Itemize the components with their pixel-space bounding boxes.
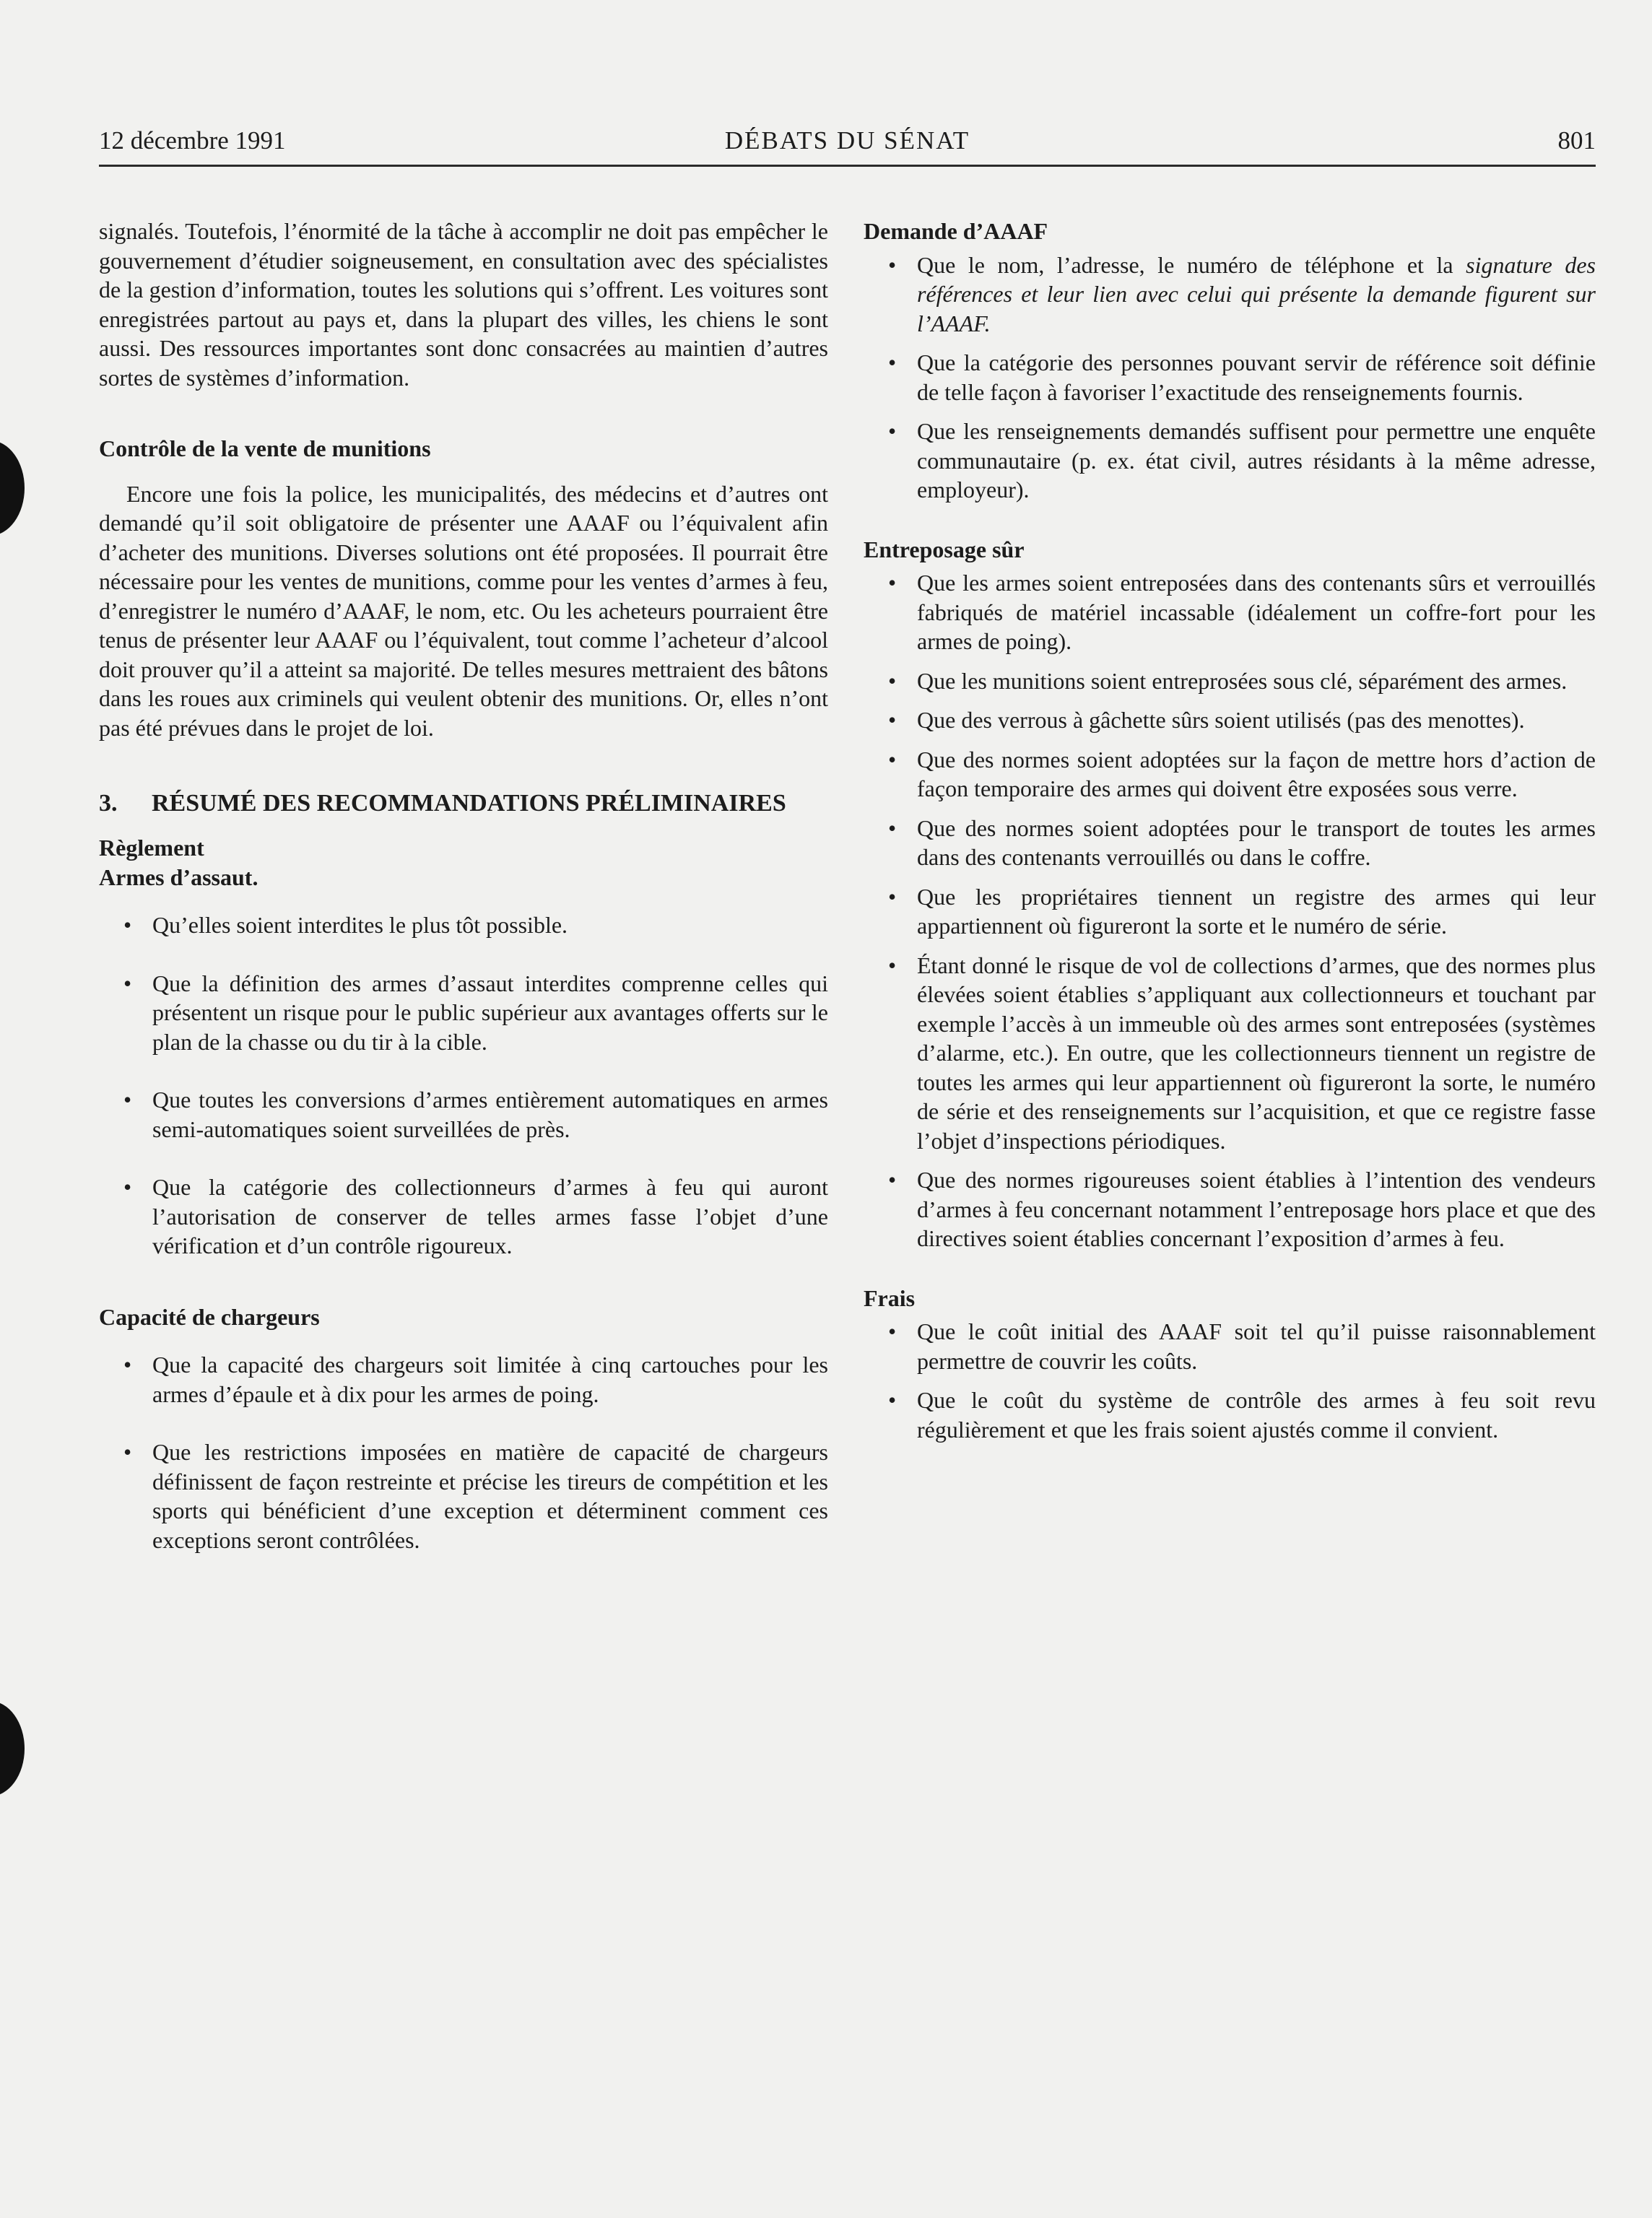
list-item: • Que le coût du système de contrôle des armes à feu soit revu régulièrement et que les frais soient ajustés comme il convient. bbox=[888, 1387, 1596, 1443]
page-number: 801 bbox=[1557, 126, 1596, 155]
faac-heading: Demande d’AAAF bbox=[864, 218, 1048, 244]
right-column bbox=[864, 217, 1596, 1444]
list-item: • Que la définition des armes d’assaut interdites comprenne celles qui présentent un risque pour le public supérieur aux avantages offerts sur le plan de la chasse ou du tir à la cible. bbox=[123, 970, 828, 1055]
magazine-list bbox=[99, 1350, 828, 1554]
magazine-heading: Capacité de chargeurs bbox=[99, 1303, 320, 1330]
bullet-icon: • bbox=[123, 1087, 132, 1113]
faac-list bbox=[864, 251, 1596, 505]
assault-list bbox=[99, 910, 828, 1261]
fees-list bbox=[864, 1317, 1596, 1444]
bullet-icon: • bbox=[123, 1352, 132, 1378]
storage-heading: Entreposage sûr bbox=[864, 536, 1025, 562]
intro-paragraph: signalés. Toutefois, l’énormité de la tâche à accomplir ne doit pas empêcher le gouvernement d’étudier soigneusement, en consultation avec des spécialistes de la gestion d’information, toutes les solutions qui s’offrent. Les voitures sont enregistrées partout au pays et, dans la plupart des villes, les chiens le sont aussi. Des ressources importantes sont donc consacrées au maintien d’autres sortes de systèmes d’information. bbox=[99, 218, 828, 391]
assault-heading: Armes d’assaut. bbox=[99, 864, 258, 890]
bullet-icon: • bbox=[123, 1439, 132, 1465]
bullet-icon: • bbox=[888, 570, 897, 596]
bullet-icon: • bbox=[888, 707, 897, 733]
list-item: • Que les armes soient entreposées dans des contenants sûrs et verrouillés fabriqués de matériel incassable (idéalement un coffre-fort pour les armes de poing). bbox=[888, 570, 1596, 654]
binder-hole-bottom bbox=[0, 1701, 25, 1796]
left-column bbox=[99, 217, 828, 1554]
list-item: • Que la catégorie des personnes pouvant servir de référence soit définie de telle façon à favoriser l’exactitude des renseignements fournis. bbox=[888, 349, 1596, 405]
bullet-icon: • bbox=[888, 418, 897, 444]
list-item: • Que la catégorie des collectionneurs d’armes à feu qui auront l’autorisation de conserver de telles armes fasse l’objet d’une vérification et d’un contrôle rigoureux. bbox=[123, 1174, 828, 1258]
list-item: • Qu’elles soient interdites le plus tôt possible. bbox=[99, 910, 828, 940]
list-item: • Que des verrous à gâchette sûrs soient utilisés (pas des menottes). bbox=[864, 705, 1596, 735]
bullet-icon: • bbox=[888, 1387, 897, 1413]
bullet-icon: • bbox=[888, 883, 897, 910]
bullet-icon: • bbox=[888, 349, 897, 375]
bullet-icon: • bbox=[888, 251, 897, 278]
list-item: • Que les munitions soient entreprosées sous clé, séparément des armes. bbox=[864, 666, 1596, 696]
bullet-icon: • bbox=[888, 952, 897, 978]
list-item: • Que des normes soient adoptées sur la façon de mettre hors d’action de façon temporaire des armes qui doivent être exposées sous verre. bbox=[888, 746, 1596, 801]
page-header bbox=[99, 124, 1596, 167]
list-item: • Que les propriétaires tiennent un registre des armes qui leur appartiennent où figureront la sorte et le numéro de série. bbox=[888, 883, 1596, 939]
list-item: • Étant donné le risque de vol de collections d’armes, que des normes plus élevées soient établies s’appliquant aux collectionneurs et touchant par exemple l’accès à un immeuble où des armes sont entreposées (systèmes d’alarme, etc.). En outre, que les collectionneurs tiennent un registre de toutes les armes qui leur appartiennent où figureront la sorte, le numéro de série et des renseignements sur l’acquisition, et que ce registre fasse l’objet d’inspections périodiques. bbox=[888, 952, 1596, 1154]
reglement-heading: Règlement bbox=[99, 835, 204, 861]
list-item: • Que le nom, l’adresse, le numéro de téléphone et la signature des références et leur lien avec celui qui présente la demande figurent sur l’AAAF. bbox=[888, 251, 1596, 336]
list-item: • Que des normes soient adoptées pour le transport de toutes les armes dans des contenants verrouillés ou dans le coffre. bbox=[888, 814, 1596, 870]
section-title bbox=[99, 790, 828, 817]
list-item: • Que la capacité des chargeurs soit limitée à cinq cartouches pour les armes d’épaule et à dix pour les armes de poing. bbox=[123, 1352, 828, 1407]
section-title-text: RÉSUMÉ DES RECOMMANDATIONS PRÉLIMINAIRES bbox=[152, 790, 786, 817]
bullet-icon: • bbox=[888, 746, 897, 773]
list-item: • Que les restrictions imposées en matière de capacité de chargeurs définissent de façon restreinte et précise les tireurs de compétition et les sports qui bénéficient d’une exception et déterminent comment ces exceptions seront contrôlées. bbox=[123, 1439, 828, 1553]
list-item: • Que toutes les conversions d’armes entièrement automatiques en armes semi-automatiques soient surveillées de près. bbox=[123, 1087, 828, 1142]
list-item: • Que le coût initial des AAAF soit tel qu’il puisse raisonnablement permettre de couvrir les coûts. bbox=[888, 1318, 1596, 1374]
bullet-icon: • bbox=[888, 667, 897, 694]
munitions-paragraph: Encore une fois la police, les municipalités, des médecins et d’autres ont demandé qu’il soit obligatoire de présenter une AAAF ou l’équivalent afin d’acheter des munitions. Diverses solutions ont été proposées. Il pourrait être nécessaire pour les ventes de munitions, comme pour les ventes d’armes à feu, d’enregistrer le numéro d’AAAF, le nom, etc. Ou les acheteurs pourraient être tenus de présenter leur AAAF ou l’équivalent, tout comme l’acheteur d’alcool doit prouver qu’il a atteint sa majorité. De telles mesures mettraient des bâtons dans les roues aux criminels qui veulent obtenir des munitions. Or, elles n’ont pas été prévues dans le projet de loi. bbox=[99, 480, 828, 741]
binder-hole-top bbox=[0, 440, 25, 536]
bullet-icon: • bbox=[123, 970, 132, 996]
list-item: • Que les renseignements demandés suffisent pour permettre une enquête communautaire (p. ex. état civil, autres résidants à la même adresse, employeur). bbox=[888, 418, 1596, 503]
bullet-icon: • bbox=[888, 1167, 897, 1193]
bullet-icon: • bbox=[888, 1318, 897, 1344]
fees-heading: Frais bbox=[864, 1284, 916, 1311]
munitions-heading: Contrôle de la vente de munitions bbox=[99, 435, 431, 461]
storage-list bbox=[864, 568, 1596, 1253]
bullet-icon: • bbox=[123, 1174, 132, 1200]
bullet-icon: • bbox=[888, 814, 897, 841]
header-title: DÉBATS DU SÉNAT bbox=[724, 126, 970, 155]
list-item: • Que des normes rigoureuses soient établies à l’intention des vendeurs d’armes à feu concernant notamment l’entreposage hors place et que des directives soient établies concernant l’exposition d’armes à feu. bbox=[888, 1167, 1596, 1251]
section-number: 3. bbox=[99, 790, 118, 817]
bullet-icon: • bbox=[123, 912, 132, 938]
header-date: 12 décembre 1991 bbox=[99, 126, 286, 155]
